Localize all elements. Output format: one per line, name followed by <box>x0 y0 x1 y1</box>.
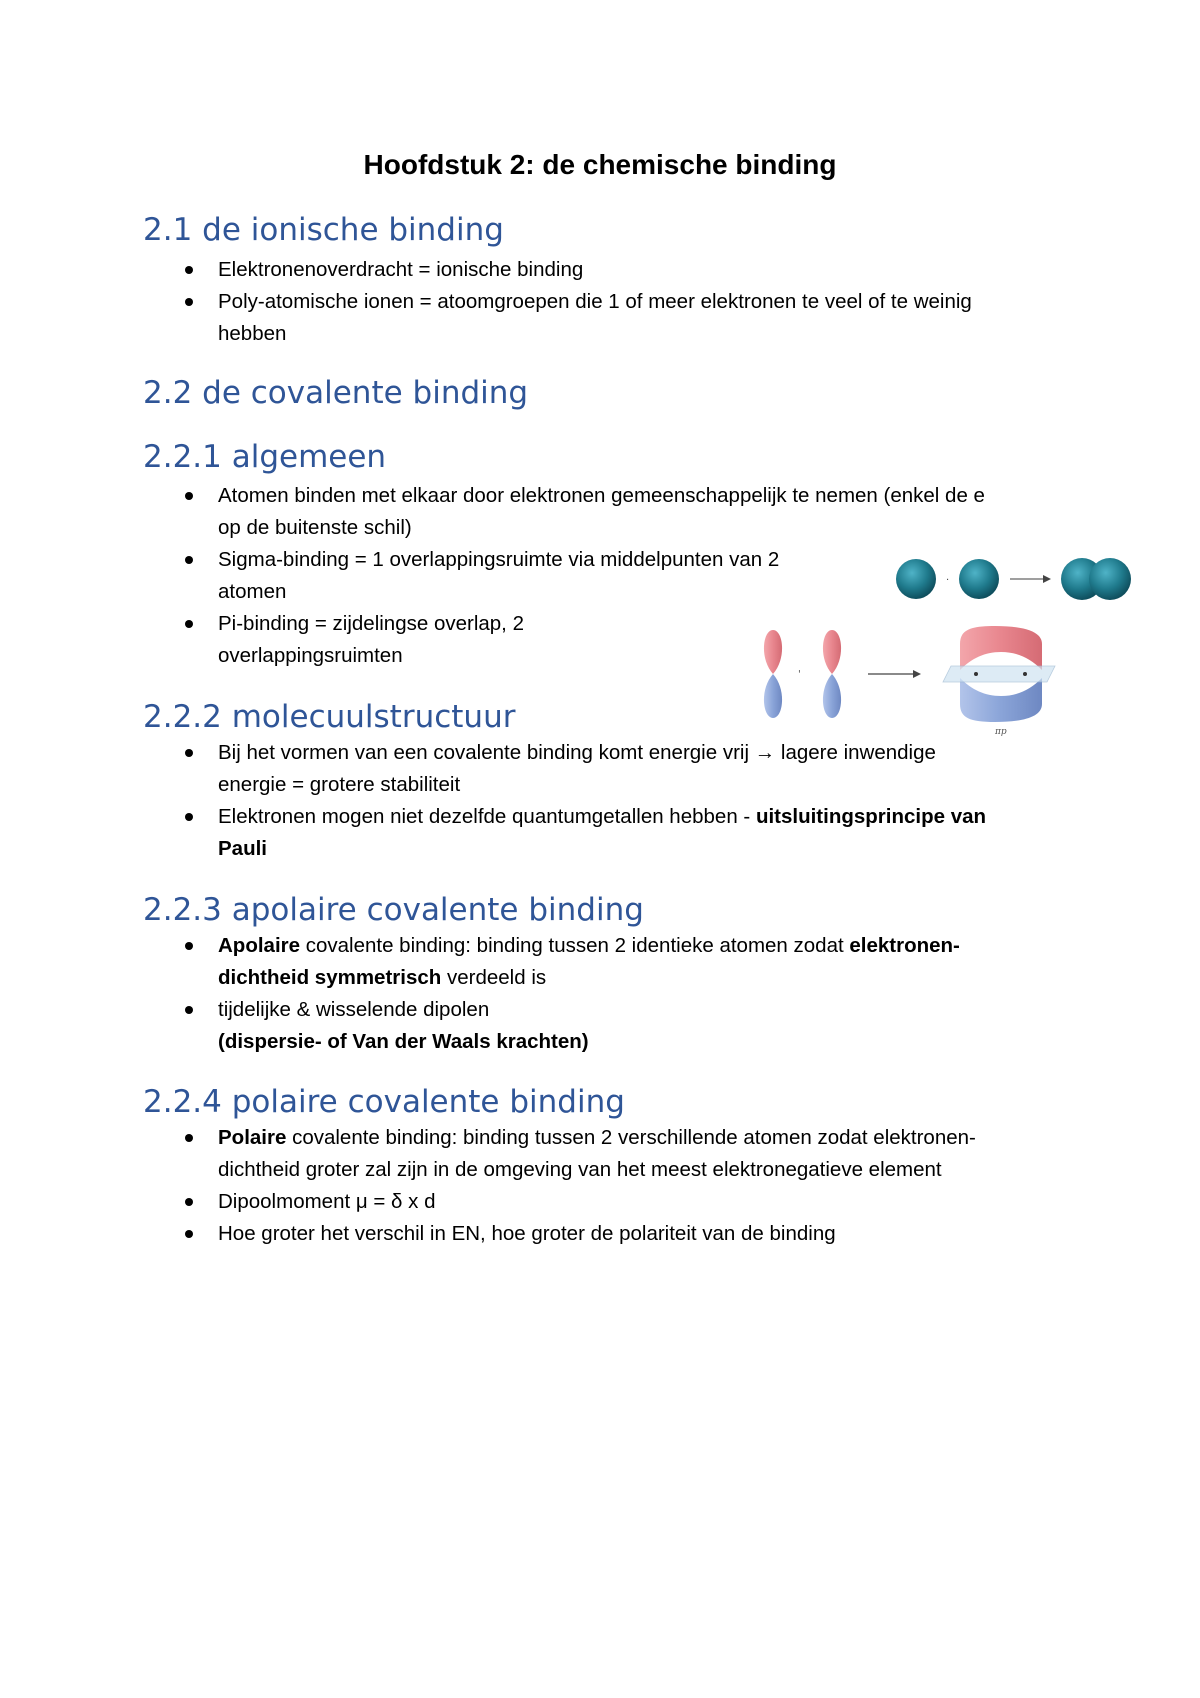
list-item-text: Poly-atomische ionen = atoomgroepen die 1 of meer elektronen te veel of te weinig <box>218 290 972 313</box>
list-item-text: energie = grotere stabiliteit <box>218 773 461 796</box>
list-item-text: Bij het vormen van een covalente binding komt energie vrij → lagere inwendige <box>218 741 936 764</box>
heading-2-2-4: 2.2.4 polaire covalente binding <box>143 1084 625 1120</box>
bold-term: Apolaire <box>218 934 301 957</box>
bold-term: elektronen- <box>849 934 960 957</box>
bold-term: dichtheid symmetrisch <box>218 966 442 989</box>
bold-term: Polaire <box>218 1126 287 1149</box>
list-item-text: overlappingsruimten <box>218 644 403 667</box>
list-item-text: Dipoolmoment μ = δ x d <box>218 1190 436 1213</box>
page-title: Hoofdstuk 2: de chemische binding <box>363 149 837 180</box>
plus-sign: · <box>946 575 950 586</box>
p-orbital-lower-lobe <box>823 674 841 718</box>
pi-bond-figure <box>755 622 1065 737</box>
bold-term: (dispersie- of Van der Waals krachten) <box>218 1030 589 1053</box>
list-item-text: Atomen binden met elkaar door elektronen gemeenschappelijk te nemen (enkel de e <box>218 484 985 507</box>
nodal-plane <box>943 666 1055 682</box>
heading-2-2-3: 2.2.3 apolaire covalente binding <box>143 892 644 928</box>
pi-bond-lower-region <box>960 678 1042 722</box>
pi-label: πp <box>995 727 1007 737</box>
bold-term: uitsluitingsprincipe van <box>755 805 987 828</box>
bonded-atom-sphere <box>1089 558 1131 600</box>
heading-2-1: 2.1 de ionische binding <box>143 212 504 248</box>
list-item <box>185 994 960 1058</box>
heading-2-2: 2.2 de covalente binding <box>143 375 529 411</box>
nucleus-dot <box>1023 672 1027 676</box>
p-orbital-lower-lobe <box>764 674 782 718</box>
list-item <box>185 930 960 994</box>
list-2-2-3 <box>185 930 960 1058</box>
p-orbital-upper-lobe <box>764 630 782 674</box>
list-item-text: Hoe groter het verschil in EN, hoe groter de polariteit van de binding <box>218 1222 836 1245</box>
list-item-text: Elektronen mogen niet dezelfde quantumgetallen hebben - <box>218 805 756 828</box>
list-item-text: dichtheid groter zal zijn in de omgeving van het meest elektronegatieve element <box>218 1158 942 1181</box>
p-orbital-upper-lobe <box>823 630 841 674</box>
list-item-text: covalente binding: binding tussen 2 verschillende atomen zodat elektronen- <box>286 1126 976 1149</box>
list-item <box>185 1218 976 1250</box>
list-item <box>185 1122 976 1186</box>
list-item-text: Sigma-binding = 1 overlappingsruimte via middelpunten van 2 <box>218 548 780 571</box>
arrow-head <box>1043 575 1051 583</box>
list-2-2-4 <box>185 1122 976 1250</box>
list-item-text: Pi-binding = zijdelingse overlap, 2 <box>218 612 524 635</box>
list-item-text: atomen <box>218 580 287 603</box>
list-item-text: verdeeld is <box>441 966 547 989</box>
nucleus-dot <box>974 672 978 676</box>
list-item <box>185 480 985 544</box>
list-item <box>185 801 986 865</box>
heading-2-2-2: 2.2.2 molecuulstructuur <box>143 699 516 735</box>
list-item-text: tijdelijke & wisselende dipolen <box>218 998 490 1021</box>
list-item <box>185 1186 976 1218</box>
plus-sign: ' <box>798 669 801 680</box>
arrow-head <box>913 670 921 678</box>
list-2-1 <box>185 254 972 350</box>
list-item <box>185 544 985 608</box>
list-item <box>185 254 972 286</box>
bold-term: Pauli <box>218 837 267 860</box>
list-item <box>185 737 986 801</box>
list-item-text: covalente binding: binding tussen 2 identieke atomen zodat <box>300 934 850 957</box>
atom-sphere <box>896 559 936 599</box>
list-item <box>185 286 972 350</box>
atom-sphere <box>959 559 999 599</box>
sigma-bond-figure <box>895 551 1135 607</box>
list-item-text: Elektronenoverdracht = ionische binding <box>218 258 584 281</box>
pi-bond-upper-region <box>960 626 1042 670</box>
list-2-2-2 <box>185 737 986 865</box>
list-item-text: hebben <box>218 322 287 345</box>
list-item-text: op de buitenste schil) <box>218 516 412 539</box>
heading-2-2-1: 2.2.1 algemeen <box>143 439 387 475</box>
